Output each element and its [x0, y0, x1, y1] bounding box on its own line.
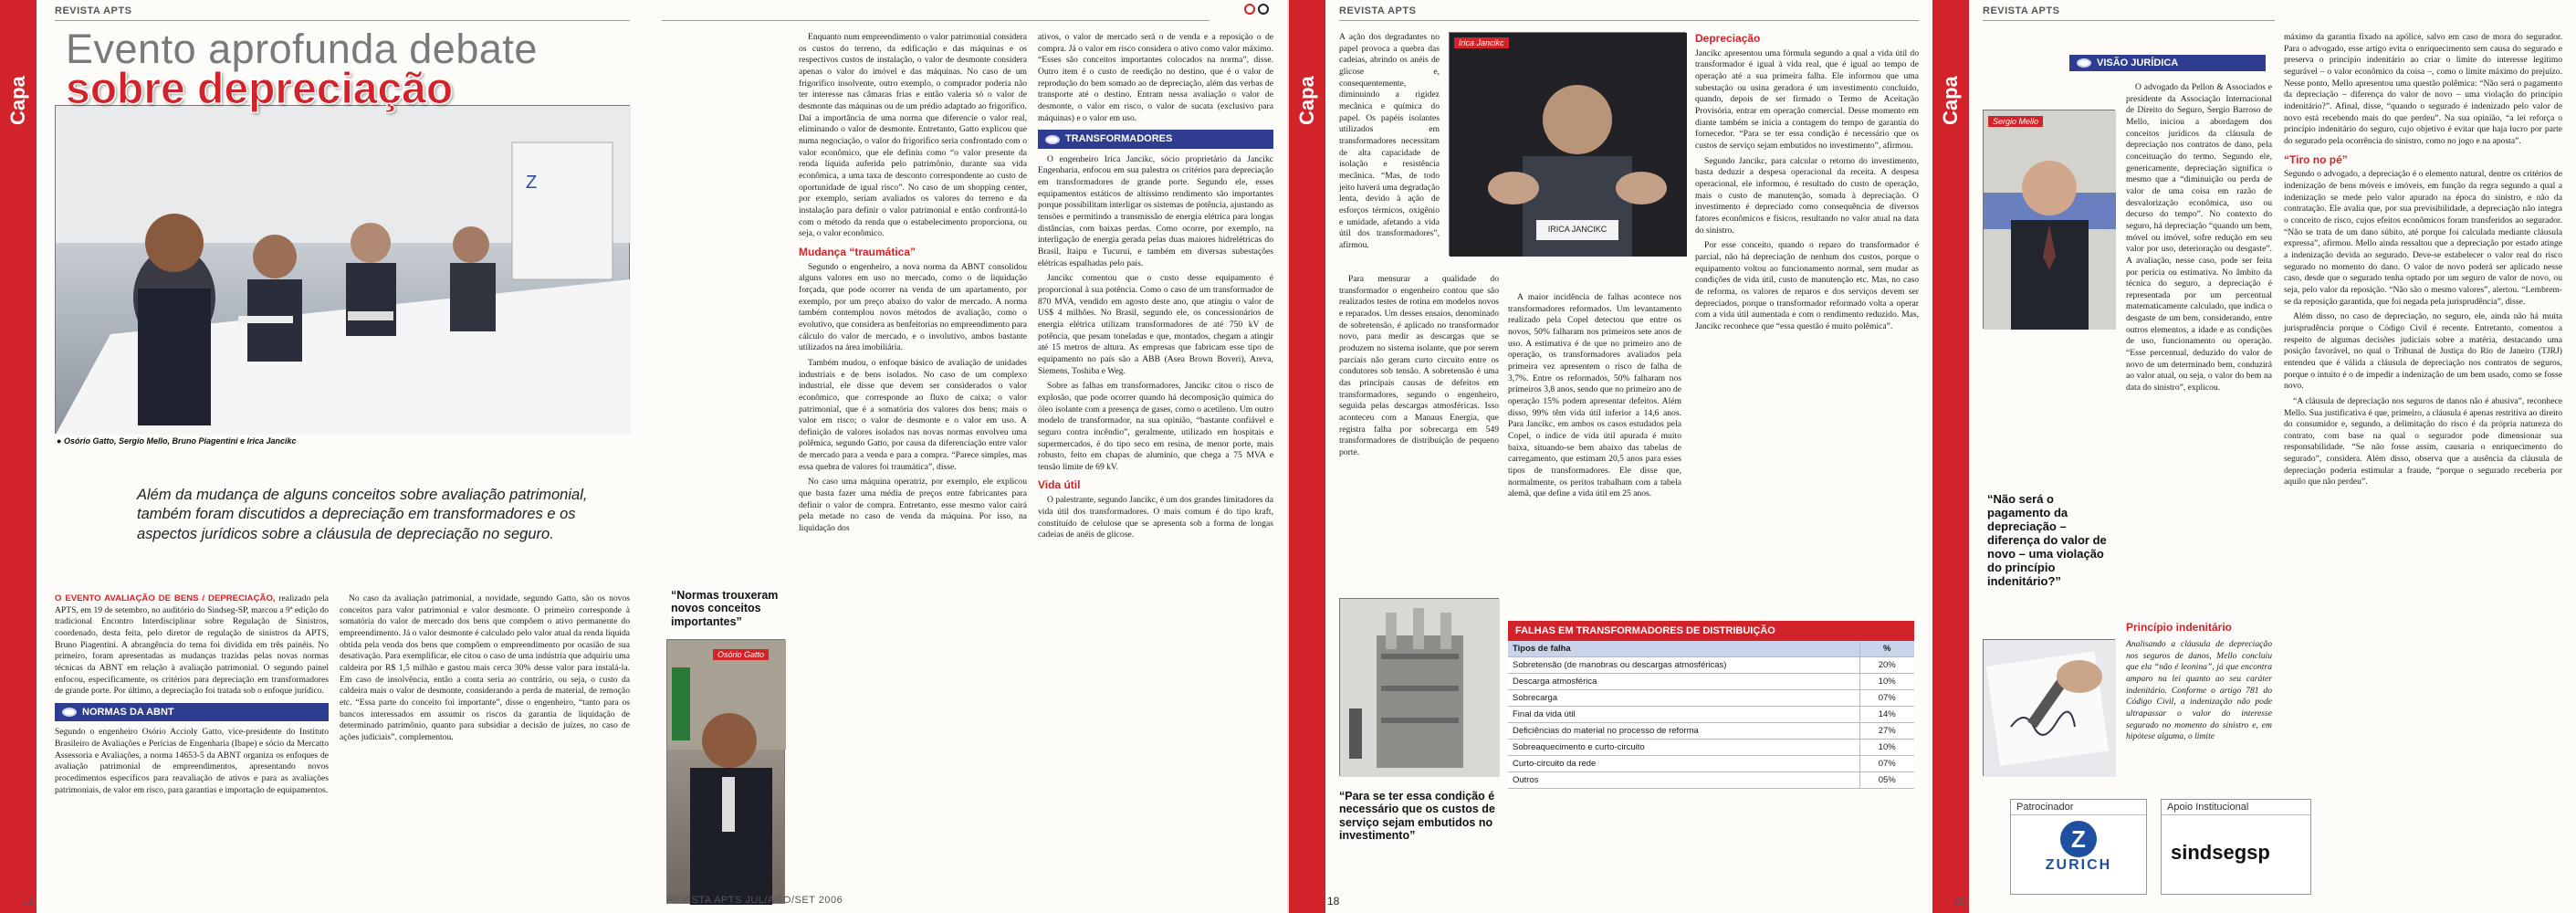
col-pct-header: %	[1859, 641, 1914, 657]
table-row: Descarga atmosférica 10%	[1508, 674, 1914, 690]
photo-name-tag: Irica Jancikc	[1454, 37, 1509, 48]
sponsor-box	[2010, 799, 2147, 895]
photo-irica-jancikc	[1449, 32, 1686, 256]
photo-signature	[1983, 639, 2115, 776]
box-visao-juridica: VISÃO JURÍDICA	[2069, 55, 2266, 71]
subhead-vida-util: Vida útil	[1038, 478, 1081, 492]
table-row: Deficiências do material no processo de reforma 27%	[1508, 723, 1914, 740]
zurich-z-icon: Z	[2060, 821, 2097, 857]
sponsor-label: Patrocinador	[2011, 800, 2146, 815]
svg-text:Z: Z	[526, 173, 538, 193]
page-number-18: 18	[1327, 895, 1340, 908]
apts-logo-icon	[1940, 896, 1951, 907]
apts-logo-icon	[1244, 4, 1269, 15]
p4-column-2: máximo da garantia fixado na apólice, salvo em caso de mora do segurador. Para o advogado, esse artigo evita o enriquecimento sem causa do segurado e preserva o princípio indenitário ao criar o limite do interesse legítimo segurável – o valor econômico da coisa –, como o limite máximo do prejuízo. Nesse ponto, Mello apresentou uma questão polêmica: “Não será o pagamento da depreciação – diferença do valor de novo – uma violação do princípio indenitário?”. Afinal, disse, “quando o segurado é indenizado pelo valor de novo está recebendo mais do que perdeu”. Na sua opinião, “a lei reforça o princípio indenitário do seguro, cujo objetivo é evitar que haja lucro por parte do segurado pela ocorrência do sinistro, como no jogo e na aposta”. “Tiro no pé” Segundo o advogado, a depreciação é o elemento natural, dentre os critérios de indenização de bens móveis e imóveis, em função da regra segundo a qual a indenização se mede pelo valor apurado na época do sinistro, e não da contratação. Ele avalia que, por sua previsibilidade, a depreciação não integra o conceito de risco, cujos efeitos econômicos foram transferidos ao segurador. “Não se trata de um dano súbito, até porque foi calculada mediante cláusula expressa”, afirmou. Mello ainda ressaltou que a depreciação por estado atinge a indenização devida ao segurado. Deve-se estabelecer o valor real do risco segurado no momento do dano. O valor de novo poderá ser aplicado nesse caso, desde que o segurado tenha optado por um seguro de valor de novo, ou seja, pelo valor da reposição. “Não são o mesmo valores”, alertou. “Lembrem-se da reposição garantida, que foi negada pela jurisprudência”, disse. Além disso, no caso de depreciação, no seguro, ele, ainda não há muita jurisprudência porque o Código Civil é recente. Entretanto, comentou a respeito de algumas decisões judiciais sobre a matéria, destacando uma posição favorável, no qual o Tribunal de Justiça do Rio de Janeiro (TJRJ) entendeu que é válida a cláusula de depreciação nos contratos de seguros, porque o intuito é o de impedir a indenização de um bem usado, como se fosse novo. “A cláusula de depreciação nos seguros de danos não é abusiva”, reconhece Mello. Sua justificativa é que, primeiro, a cláusula é apenas restritiva ao direito do consumidor e, segundo, a delimitação do risco é da própria natureza do contrato, com base na qual o segurador pode dimensionar sua responsabilidade. “Se não fosse assim, causaria o enriquecimento do segurado”, considera. Além disso, observa que a ausência da cláusula de depreciação poderia estimular a fraude, “porque o segurado receberia por aquilo que não perdeu”.	[2284, 32, 2562, 488]
apts-logo-icon	[7, 896, 18, 907]
table-row: Sobreaquecimento e curto-circuito 10%	[1508, 740, 1914, 756]
photo-transformer	[1339, 598, 1499, 776]
box-normas-abnt: NORMAS DA ABNT	[55, 703, 329, 722]
headline-line-2: sobre depreciação	[66, 65, 454, 113]
subhead-principio: Princípio indenitário	[2126, 621, 2233, 634]
running-header: REVISTA APTS	[1339, 5, 1417, 16]
p3-column-1b: Para mensurar a qualidade do transformador o engenheiro contou que são realizados testes de rotina em modelos novos e reparados. Um desses ensaios, denominado de sobretensão, é aplicado no transformador novo, para medir as descargas que se produzem no sistema isolante, que por serem parciais não geram curto circuito entre os condutores sob tensão. A sobretensão é uma das principais causas de defeitos em transformadores, segundo o engenheiro, seguida pelas descargas atmosféricas. Isso aconteceu com a Manaus Energia, que registra falha por sobrecarga em 549 transformadores de distribuição de pequeno porte.	[1339, 274, 1499, 457]
support-box	[2161, 799, 2311, 895]
apts-logo-icon	[2077, 58, 2091, 68]
p3-column-2: A maior incidência de falhas acontece nos transformadores reformados. Um levantamento realizado pela Copel detectou que entre os novos, 50% falharam nos primeiros sete anos de uso. A estimativa é de que no primeiro ano de operação, os transformadores avaliados pela primeira vez apresentem o risco de falha de 3,7%. Entre os reformados, 50% falharam nos primeiros 3,8 anos, sendo que no primeiro ano de operação 15% podem apresentar defeitos. Além disso, 99% têm vida útil inferior a 14,6 anos. Para Jancikc, em ambos os casos estudados pela Copel, o índice de vida útil apurada é muito baixa, situando-se bem abaixo das tabelas de carregamento, que estimam 20,5 anos para esses tipos de transformadores. Ele disse que, normalmente, os peritos trabalham com a tabela alemã, que define a vida útil em 25 anos.	[1508, 292, 1681, 499]
zurich-logo: Z ZURICH	[2011, 815, 2146, 874]
table-row: Curto-circuito da rede 07%	[1508, 756, 1914, 772]
header-rule	[1983, 20, 2275, 21]
photo-name-tag: Sergio Mello	[1988, 116, 2043, 127]
page-20	[1932, 0, 2576, 913]
p1-column-2: No caso da avaliação patrimonial, a novidade, segundo Gatto, são os novos conceitos para valor patrimonial e valor desmonte. O primeiro corresponde à somatória do valor de mercado dos bens que compõem o ativo permanente do empreendimento. Já o valor desmonte é calculado pelo valor atual da renda líquida obtida pela venda dos bens que compõem o empreendimento por ocasião de sua desativação. Para exemplificar, ele citou o caso de uma indústria que adquiriu uma caldeira por R$ 1,5 milhão e gastou mais cerca 30% desse valor para instalá-la. Em caso de insolvência, então a conta seria ao contrário, ou seja, o custo da caldeira mais o valor de desmonte, considerando a perda de material, de remoção etc. “Essa parte do conceito foi importante”, disse o engenheiro, “tanto para os bancos interessados em assumir os riscos da garantia de liquidação de determinado patrimônio, quanto para subsidiar a decisão de juízes, no caso de ações judiciais”, complementou.	[340, 593, 630, 742]
pull-quote: “Não será o pagamento da depreciação – diferença do valor de novo – uma violação do princípio indenitário?”	[1987, 492, 2107, 588]
table-row: Sobrecarga 07%	[1508, 690, 1914, 707]
p4-column-1c: Analisando a cláusula de depreciação nos seguros de danos, Mello concluiu que ela “não é leonina”, já que encontra amparo na lei quanto ao seu caráter indenitário. Conforme o artigo 781 do Código Civil, a indenização não pode ultrapassar o valor do interesse segurado no momento do sinistro e, em hipótese alguma, o limite	[2126, 639, 2272, 742]
lede-paragraph: Além da mudança de alguns conceitos sobre avaliação patrimonial, também foram discutidos a depreciação em transformadores e os aspectos jurídicos sobre a cláusula de depreciação no seguro.	[137, 487, 588, 542]
page-number-16: 16	[7, 895, 34, 908]
photo-caption: ● Osório Gatto, Sergio Mello, Bruno Piagentini e Irica Jancikc	[57, 436, 297, 446]
p1-column-1: O EVENTO AVALIAÇÃO DE BENS / DEPRECIAÇÃO, realizado pela APTS, em 19 de setembro, no auditório do Sindseg-SP, marcou a 9ª edição do tradicional Encontro Interdisciplinar sobre Regulação de Sinistros, coordenado, desta feita, pelo diretor de regulação de sinistros da APTS, Bruno Piagentini. A abrangência do tema foi dividida em três painéis. No primeiro, foram apresentadas as mudanças trazidas pelas novas normas técnicas da ABNT em relação à avaliação patrimonial. O segundo painel enfocou, especificamente, os critérios para depreciação em transformadores de grande porte. Por último, a depreciação foi tratada sob o enfoque jurídico. NORMAS DA ABNT Segundo o engenheiro Osório Accioly Gatto, vice-presidente do Instituto Brasileiro de Avaliações e Perícias de Engenharia (Ibape) e sócio da Mercatto Assessoria e Avaliações, a norma 14653-5 da ABNT organiza os enfoques de avaliação patrimonial de empreendimentos, apresentando novos procedimentos específicos para reavaliação de ativos e para as avaliações patrimoniais, de valor em risco, para garantias e importação de equipamentos.	[55, 593, 329, 795]
photo-osorio-gatto	[666, 639, 785, 904]
box-transformadores: TRANSFORMADORES	[1038, 130, 1273, 149]
headline-line-1: Evento aprofunda debate	[66, 26, 538, 72]
table-title: FALHAS EM TRANSFORMADORES DE DISTRIBUIÇÃO	[1508, 621, 1914, 641]
apts-logo-icon	[62, 708, 77, 717]
panel-photo	[55, 105, 630, 434]
page-footer: REVISTA APTS JUL/AGO/SET 2006	[666, 895, 843, 906]
table-header-row	[1508, 641, 1914, 657]
photo-name-tag: Osório Gatto	[713, 649, 769, 660]
falhas-table-box	[1508, 621, 1914, 789]
subhead-depreciacao: Depreciação	[1695, 32, 1761, 45]
falhas-table	[1508, 641, 1914, 789]
header-rule	[1339, 20, 1919, 21]
col-tipo-header: Tipos de falha	[1508, 641, 1859, 657]
panel-photo-illustration	[56, 106, 631, 435]
red-side-bar	[1289, 0, 1325, 913]
running-header: REVISTA APTS	[1983, 5, 2060, 16]
table-row: Sobretensão (de manobras ou descargas atmosféricas) 20%	[1508, 657, 1914, 674]
table-row: Final da vida útil 14%	[1508, 707, 1914, 723]
section-tab: Capa	[1295, 76, 1318, 125]
section-tab: Capa	[6, 76, 29, 125]
portrait-illustration	[1450, 33, 1687, 257]
support-label: Apoio Institucional	[2162, 800, 2310, 815]
header-rule	[55, 20, 630, 21]
transformer-illustration	[1340, 599, 1500, 777]
page-16	[0, 0, 644, 913]
p2-column-1: Enquanto num empreendimento o valor patrimonial considera os custos do terreno, da edificação e das máquinas e os respectivos custos de instalação, o valor de desmonte considera apenas o valor do imóvel e das máquinas. No caso de um frigorífico insolvente, outro exemplo, o comprador poderia não ter interesse nas câmaras frias e então valeria só o valor de desmonte das máquinas ou de um prédio adaptado ao frigorífico. Daí a importância de uma norma que diferencie o valor real, eliminando o valor de desmonte. Entretanto, Gatto explicou que numa negociação, o valor do frigorífico seria confrontado com o valor econômico, que ele definiu como “o valor presente da renda líquida auferida pelo patrimônio, durante sua vida econômica, a uma taxa de desconto correspondente ao custo de oportunidade de igual risco”. No caso de um shopping center, por exemplo, seriam avaliados os valores do terreno e da instalação para definir o valor patrimonial e então confrontá-lo com o método da renda que o estabelecimento proporciona, ou seja, o valor econômico. Mudança “traumática” Segundo o engenheiro, a nova norma da ABNT consolidou alguns valores em uso no mercado, como o de liquidação forçada, que pode ocorrer na venda de um apartamento, por exemplo, por um preço abaixo do valor de mercado. A norma também contemplou novos métodos de avaliação, como o evolutivo, que considera as benfeitorias no empreendimento para cálculo do valor de mercado, e o involutivo, ambos bastante utilizados na área imobiliária. Também mudou, o enfoque básico de avaliação de unidades industriais e de bens isolados. No caso de um complexo industrial, ele disse que devem ser considerados o valor econômico, que corresponde ao fluxo de caixa; o valor patrimonial, que é a somatória dos valores dos bens; mais o valor em risco; o valor de desmonte e o valor em uso. A definição de valores isolados nas novas normas envolveu uma polêmica, segundo Gatto, por causa da diferenciação entre valor de mercado para a venda e para a compra. “Parece simples, mas essa quebra de valores foi traumática”, disse. No caso uma máquina operatriz, por exemplo, ele explicou que basta fazer uma média de preços entre fabricantes para definir o valor de compra. Entretanto, esse mesmo valor cairá pela metade no caso de venda da máquina. Por isso, na liquidação dos	[799, 32, 1027, 534]
apts-logo-icon	[1045, 135, 1060, 144]
portrait-illustration	[1984, 110, 2116, 330]
running-header: REVISTA APTS	[55, 5, 132, 16]
portrait-illustration	[667, 640, 786, 905]
subhead-mudanca: Mudança “traumática”	[799, 245, 916, 258]
p3-column-1a: A ação dos degradantes no papel provoca a quebra das cadeias, abrindo os anéis de glicose e, consequentemente, diminuindo a rigidez mecânica e química do papel. Os papéis isolantes utilizados em transformadores necessitam de alta capacidade de isolação e resistência mecânica. “Mas, de todo jeito haverá uma degradação lenta, devido à ação de esforços térmicos, oxigênio e umidade, afetando a vida útil dos transformadores”, afirmou.	[1339, 32, 1440, 250]
kicker: O EVENTO AVALIAÇÃO DE BENS / DEPRECIAÇÃO,	[55, 593, 276, 603]
nameplate: IRICA JANCIKC	[1547, 225, 1607, 234]
pen-signature-illustration	[1984, 640, 2116, 777]
page-number-20: 20	[1940, 895, 1966, 908]
red-side-bar	[0, 0, 37, 913]
p4-column-1a: O advogado da Pellon & Associados e presidente da Associação Internacional de Direito do Seguro, Sergio Barroso de Mello, iniciou a abordagem dos conceitos jurídicos da cláusula de depreciação nos contratos de dano, pela conceituação do termo. Segundo ele, genericamente, depreciação significa o mesmo que a “diminuição ou perda de valor de uma coisa em razão de desvalorização econômica, uso ou decurso do tempo”. No contexto do seguro, há depreciação “quando um bem, móvel ou imóvel, sofre redução em seu valor por uso, deterioração ou desgaste”. A avaliação, nesse caso, pode ser feita por perícia ou estimativa. No âmbito da técnica do seguro, a depreciação é representada por um percentual matematicamente calculado, que indica o desgaste de um bem, considerando, entre outros elementos, a idade e as condições de uso, funcionamento ou operação. “Esse percentual, deduzido do valor de novo de um determinado bem, conduzirá ao valor atual, ou seja, o valor do bem na data do sinistro”, explicou.	[2126, 82, 2272, 394]
table-row: Outros 05%	[1508, 772, 1914, 789]
section-tab: Capa	[1939, 76, 1962, 125]
page-17	[644, 0, 1287, 913]
sindseg-logo: sindsegsp	[2171, 841, 2270, 864]
pull-quote: “Normas trouxeram novos conceitos importantes”	[671, 589, 779, 628]
header-rule	[662, 20, 1209, 21]
p2-column-2: ativos, o valor de mercado será o de venda e a reposição o de compra. Já o valor em risco considera o ativo como valor máximo. “Esses são conceitos importantes colocados na norma”, disse. Outro item é o custo de reedição no destino, que é o valor de reprodução do bem somado ao de depreciação, além das verbas de transporte até o destino. Entram nessa avaliação o valor de desmonte, o valor em risco, o valor de sucata (exclusivo para máquinas) e o valor em uso. TRANSFORMADORES O engenheiro Irica Jancikc, sócio proprietário da Jancikc Engenharia, enfocou em sua palestra os critérios para depreciação em transformadores de grande porte. Segundo ele, esses equipamentos estáticos de altíssimo rendimento são importantes porque possibilitam interligar os sistemas de potência, ajustando as tensões e permitindo a transmissão de energia elétrica para longas distâncias, com baixas perdas. Como ocorre, por exemplo, na interligação de energia gerada pelas duas maiores hidrelétricas do Brasil, Itaipu e Tucuruí, e também em diversas subestações elétricas espalhadas pelo país. Jancikc comentou que o custo desse equipamento é proporcional à sua potência. Como o caso de um transformador de 870 MVA, vendido em agosto deste ano, que atingiu o valor de US$ 4 milhões. No Brasil, segundo ele, os concessionários de energia elétrica utilizam transformadores de até 750 kV de potência, que pesam toneladas e que, montados, chegam a atingir até 15 metros de altura. As empresas que fabricam esse tipo de equipamento no país são a ABB (Asea Brown Boveri), Areva, Siemens, Toshiba e Weg. Sobre as falhas em transformadores, Jancikc citou o risco de explosão, que pode ocorrer quando há decomposição química do óleo isolante com a presença de gases, como o acetileno. Um outro modelo de transformador, na sua opinião, “bastante confiável e seguro contra incêndio”, geralmente, utilizado em hospitais e supermercados, é do tipo seco em resina, de menor porte, mais robusto, feito em chapas de alumínio, que chega a 75 MVA e tensão limite de 69 kV. Vida útil O palestrante, segundo Jancikc, é um dos grandes limitadores da vida útil dos transformadores. O mais comum é do tipo kraft, constituído de celulose que se apresenta sob a forma de longas cadeias de anéis de glicose.	[1038, 32, 1273, 540]
page-18	[1289, 0, 1932, 913]
subhead-tiro-no-pe: “Tiro no pé”	[2284, 152, 2348, 166]
p3-column-3: Depreciação Jancikc apresentou uma fórmula segundo a qual a vida útil do transformador é igual à vida real, que é igual ao tempo de operação até a sua primeira falha. Ele informou que uma subestação ou usina geradora é um investimento concluído, quando, depois de ser firmado o Termo de Aceitação Provisória, entrar em operação comercial. Desse momento em diante também se inicia a contagem do tempo de garantia do fornecedor. “Para se ter essa condição é necessário que os custos de serviço sejam embutidos no investimento”, afirmou. Segundo Jancikc, para calcular o retorno do investimento, basta deduzir a despesa operacional da receita. A despesa operacional, ele informou, é resultado do custo de operação, mais o custo de manutenção, somada à depreciação. O investimento é depreciado como consequência de diversos fatores econômicos e físicos, resultando no valor atual na data do sinistro. Por esse conceito, quando o reparo do transformador é parcial, não há depreciação de nenhum dos custos, porque o equipamento voltou ao funcionamento normal, sem mudar as condições de vida útil, custo de manutenção etc. Mas, no caso de reforma, os valores de reparos e dos serviços devem ser depreciados, porque o transformador reformado volta a operar com a vida útil aumentada e com o rendimento reduzido. Mas, Jancikc reconhece que “essa questão é muito polêmica”.	[1695, 32, 1919, 331]
pull-quote: “Para se ter essa condição é necessário que os custos de serviço sejam embutidos no investimento”	[1339, 790, 1495, 843]
photo-sergio-mello	[1983, 110, 2115, 329]
red-side-bar	[1932, 0, 1969, 913]
